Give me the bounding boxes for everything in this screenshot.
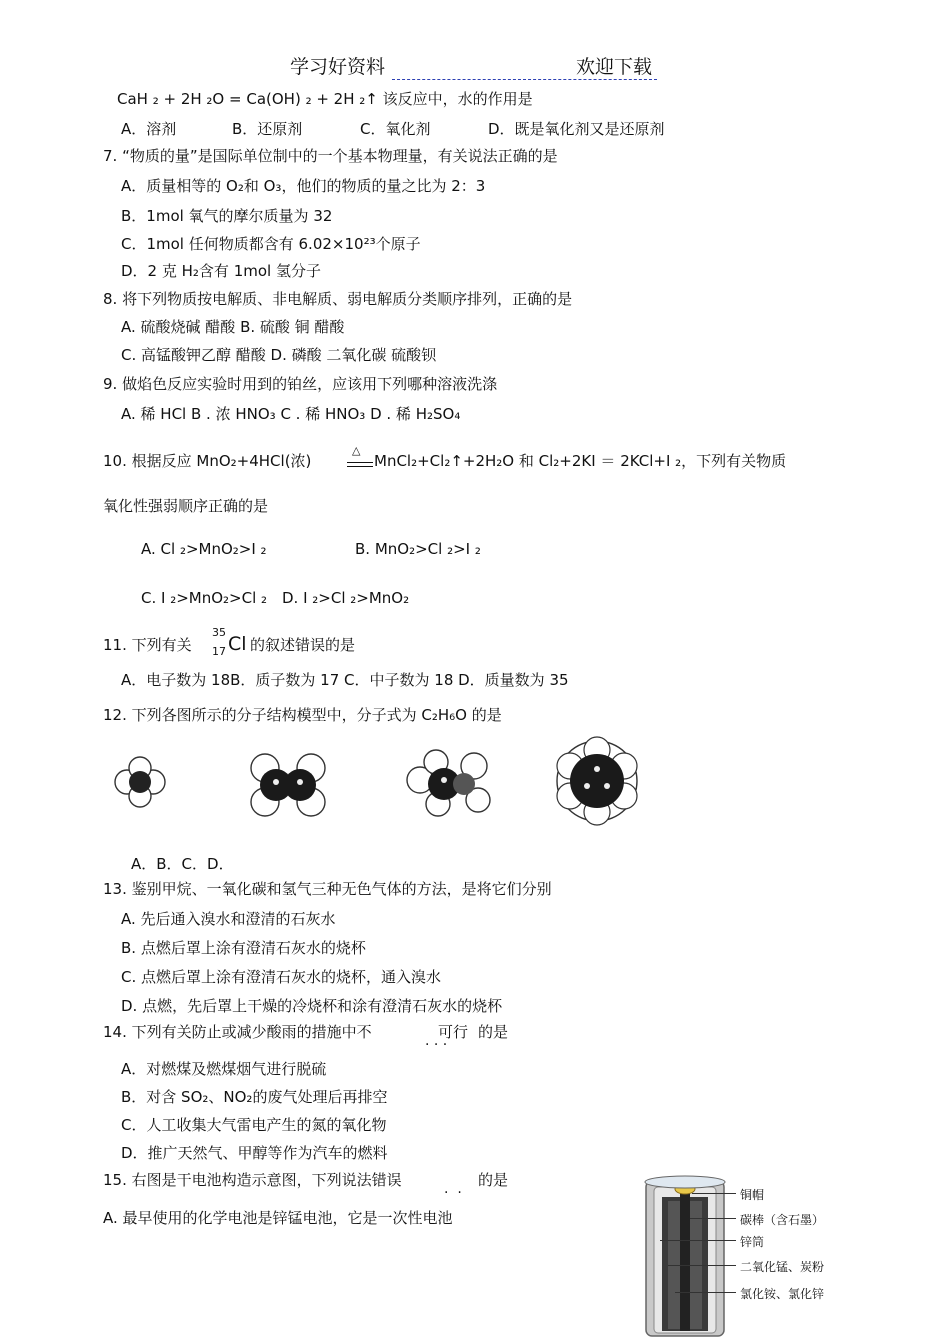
q6-option-b: B．还原剂 [232, 120, 303, 138]
battery-label-zinc-can: 锌筒 [740, 1235, 765, 1249]
header-left: 学习好资料 [290, 56, 386, 78]
q10-option-b: B. MnO₂>Cl ₂>I ₂ [355, 540, 481, 558]
q10-stem-line2: 氧化性强弱顺序正确的是 [103, 497, 269, 515]
battery-illustration [640, 1165, 742, 1340]
molecule-model-b [243, 740, 333, 830]
q14-stem-prefix: 14. 下列有关防止或减少酸雨的措施中不 [103, 1023, 372, 1041]
battery-label-copper-cap: 铜帽 [740, 1188, 765, 1202]
q6-stem: CaH ₂ + 2H ₂O = Ca(OH) ₂ + 2H ₂↑ 该反应中，水的作用是 [117, 90, 533, 108]
q13-option-d: D. 点燃，先后罩上干燥的冷烧杯和涂有澄清石灰水的烧杯 [121, 997, 503, 1015]
q10-equals-sign [347, 462, 373, 467]
molecule-model-c [400, 744, 495, 829]
q6-option-c: C．氧化剂 [360, 120, 431, 138]
q14-stem-emphasis: 可行 [438, 1023, 469, 1041]
q11-options: A．电子数为 18B．质子数为 17 C．中子数为 18 D．质量数为 35 [121, 671, 569, 689]
q8-options-cd: C. 高锰酸钾乙醇 醋酸 D. 磷酸 二氧化碳 硫酸钡 [121, 346, 437, 364]
q9-options: A. 稀 HCl B . 浓 HNO₃ C . 稀 HNO₃ D . 稀 H₂SO₄ [121, 405, 461, 423]
q13-option-b: B. 点燃后罩上涂有澄清石灰水的烧杯 [121, 939, 366, 957]
q6-option-d: D．既是氧化剂又是还原剂 [488, 120, 665, 138]
q10-stem-right: MnCl₂+Cl₂↑+2H₂O 和 Cl₂+2KI ＝ 2KCl+I ₂，下列有关物质 [374, 452, 787, 470]
q11-symbol: Cl [228, 633, 247, 655]
q13-stem: 13. 鉴别甲烷、一氧化碳和氢气三种无色气体的方法，是将它们分别 [103, 880, 552, 898]
label-line-cap [692, 1193, 736, 1194]
q10-heat-condition: △ [352, 444, 361, 457]
label-line-zinc [660, 1240, 736, 1241]
header-dashed-rule [392, 79, 657, 80]
q14-option-c: C．人工收集大气雷电产生的氮的氧化物 [121, 1116, 387, 1134]
dry-battery-diagram [640, 1165, 825, 1344]
q8-options-ab: A. 硫酸烧碱 醋酸 B. 硫酸 铜 醋酸 [121, 318, 345, 336]
q12-stem: 12. 下列各图所示的分子结构模型中，分子式为 C₂H₆O 的是 [103, 706, 502, 724]
battery-label-carbon-rod: 碳棒（含石墨） [740, 1213, 825, 1227]
q13-option-a: A. 先后通入溴水和澄清的石灰水 [121, 910, 336, 928]
q11-mass-number: 35 [212, 626, 226, 639]
label-line-nh4cl [675, 1292, 736, 1293]
q8-stem: 8. 将下列物质按电解质、非电解质、弱电解质分类顺序排列，正确的是 [103, 290, 573, 308]
q14-emphasis-dots: · · · [425, 1037, 448, 1053]
battery-label-electrolyte: 氯化铵、氯化锌 [740, 1287, 825, 1301]
label-line-rod [690, 1218, 736, 1219]
q14-option-a: A．对燃煤及燃煤烟气进行脱硫 [121, 1060, 327, 1078]
q7-option-d: D．2 克 H₂含有 1mol 氢分子 [121, 262, 321, 280]
q10-option-a: A. Cl ₂>MnO₂>I ₂ [141, 540, 267, 558]
q14-option-b: B．对含 SO₂、NO₂的废气处理后再排空 [121, 1088, 388, 1106]
q14-stem-suffix: 的是 [478, 1023, 509, 1041]
q12-options: A．B．C．D． [131, 855, 234, 873]
q10-stem-left: 10. 根据反应 MnO₂+4HCl(浓) [103, 452, 312, 470]
q7-option-c: C．1mol 任何物质都含有 6.02×10²³个原子 [121, 235, 421, 253]
q11-atomic-number: 17 [212, 645, 226, 658]
molecule-model-d [552, 736, 642, 826]
header-right: 欢迎下载 [576, 56, 653, 78]
q11-stem-suffix: 的叙述错误的是 [250, 636, 356, 654]
label-line-mno2 [668, 1265, 736, 1266]
q14-option-d: D．推广天然气、甲醇等作为汽车的燃料 [121, 1144, 388, 1162]
q15-stem-prefix: 15. 右图是干电池构造示意图，下列说法错误 [103, 1171, 402, 1189]
q13-option-c: C. 点燃后罩上涂有澄清石灰水的烧杯，通入溴水 [121, 968, 442, 986]
battery-label-mno2: 二氧化锰、炭粉 [740, 1260, 825, 1274]
q15-stem-suffix: 的是 [478, 1171, 509, 1189]
molecule-model-a [105, 748, 175, 818]
q7-stem: 7. “物质的量”是国际单位制中的一个基本物理量，有关说法正确的是 [103, 147, 558, 165]
q7-option-b: B．1mol 氧气的摩尔质量为 32 [121, 207, 333, 225]
q10-option-c: C. I ₂>MnO₂>Cl ₂ [141, 589, 268, 607]
q15-emphasis-dots: · · [444, 1185, 462, 1201]
q10-option-d: D. I ₂>Cl ₂>MnO₂ [282, 589, 410, 607]
q15-option-a: A. 最早使用的化学电池是锌锰电池，它是一次性电池 [103, 1209, 453, 1227]
q11-stem-prefix: 11. 下列有关 [103, 636, 192, 654]
q7-option-a: A．质量相等的 O₂和 O₃，他们的物质的量之比为 2：3 [121, 177, 486, 195]
q6-option-a: A．溶剂 [121, 120, 177, 138]
q9-stem: 9. 做焰色反应实验时用到的铂丝，应该用下列哪种溶液洗涤 [103, 375, 498, 393]
